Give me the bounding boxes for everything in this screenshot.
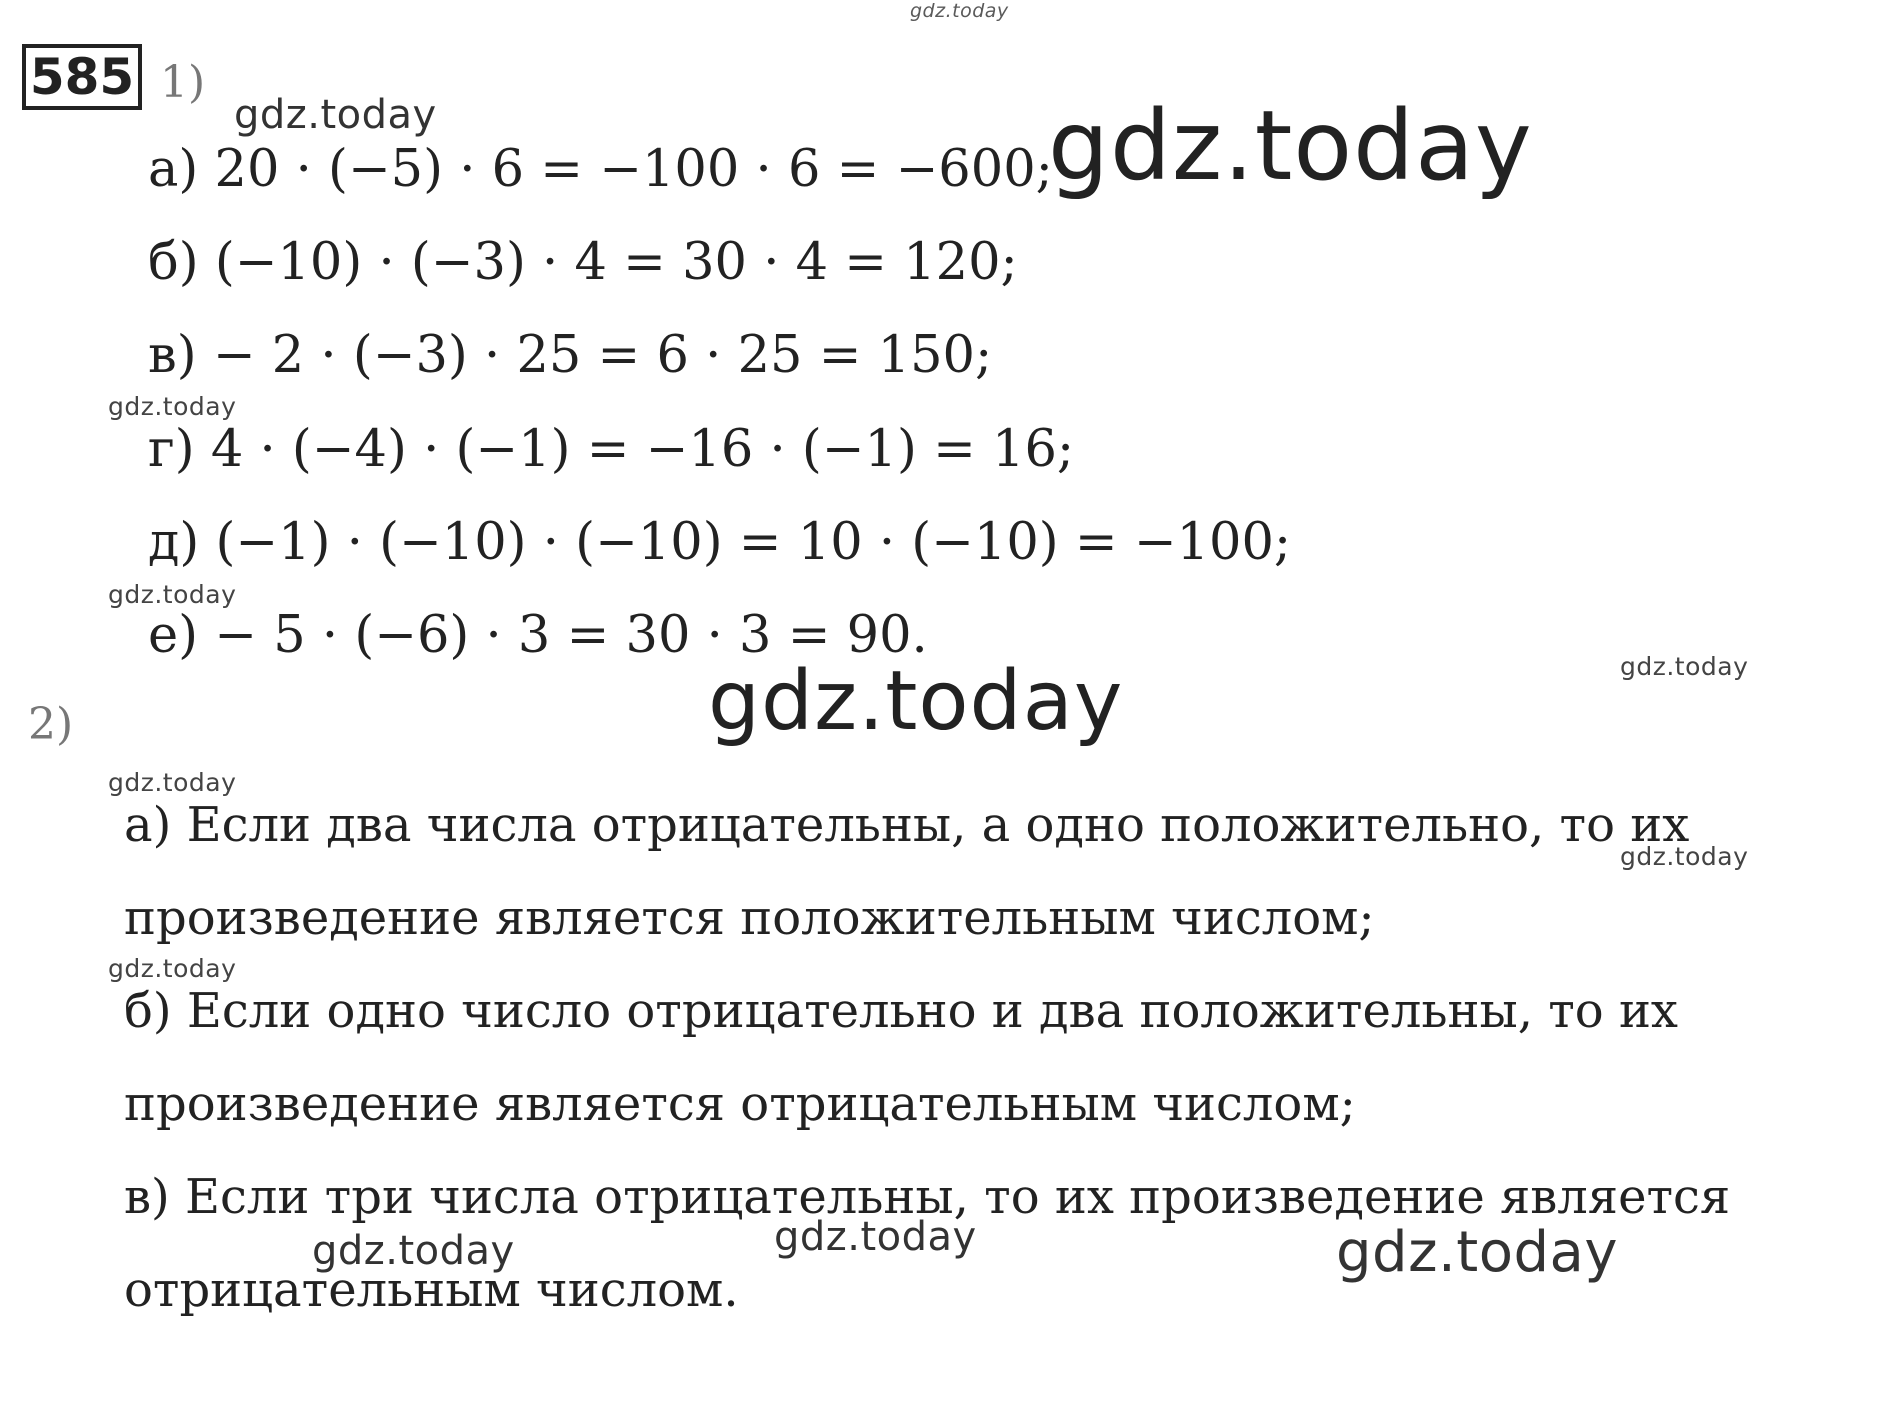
- part-2-line-a1: а) Если два числа отрицательны, а одно положительно, то их: [124, 797, 1690, 853]
- watermark: gdz.today: [108, 768, 237, 797]
- watermark: gdz.today: [774, 1214, 977, 1260]
- part-2-label: 2): [28, 699, 74, 750]
- watermark: gdz.today: [312, 1228, 515, 1274]
- part-2-line-b2: произведение является отрицательным числом;: [124, 1076, 1356, 1132]
- part-1-line-b: б) (−10) · (−3) · 4 = 30 · 4 = 120;: [148, 233, 1018, 292]
- watermark: gdz.today: [910, 0, 1009, 22]
- watermark: gdz.today: [108, 580, 237, 609]
- watermark: gdz.today: [1620, 652, 1749, 681]
- part-2-line-b1: б) Если одно число отрицательно и два положительны, то их: [124, 983, 1678, 1039]
- part-1-line-v: в) − 2 · (−3) · 25 = 6 · 25 = 150;: [148, 326, 993, 385]
- watermark: gdz.today: [1336, 1220, 1619, 1285]
- part-2-line-v1: в) Если три числа отрицательны, то их произведение является: [124, 1169, 1731, 1225]
- part-1-line-a: а) 20 · (−5) · 6 = −100 · 6 = −600;: [148, 140, 1053, 199]
- part-1-line-g: г) 4 · (−4) · (−1) = −16 · (−1) = 16;: [148, 420, 1075, 479]
- watermark: gdz.today: [108, 392, 237, 421]
- watermark: gdz.today: [708, 654, 1124, 749]
- part-1-label: 1): [160, 57, 206, 108]
- part-1-line-e: е) − 5 · (−6) · 3 = 30 · 3 = 90.: [148, 606, 928, 665]
- watermark: gdz.today: [234, 92, 437, 138]
- watermark: gdz.today: [108, 954, 237, 983]
- part-2-line-a2: произведение является положительным числом;: [124, 890, 1375, 946]
- part-2-line-v2: отрицательным числом.: [124, 1262, 739, 1318]
- part-1-line-d: д) (−1) · (−10) · (−10) = 10 · (−10) = −100;: [148, 513, 1292, 572]
- problem-number-box: 585: [22, 44, 142, 110]
- watermark: gdz.today: [1620, 842, 1749, 871]
- watermark: gdz.today: [1048, 90, 1533, 202]
